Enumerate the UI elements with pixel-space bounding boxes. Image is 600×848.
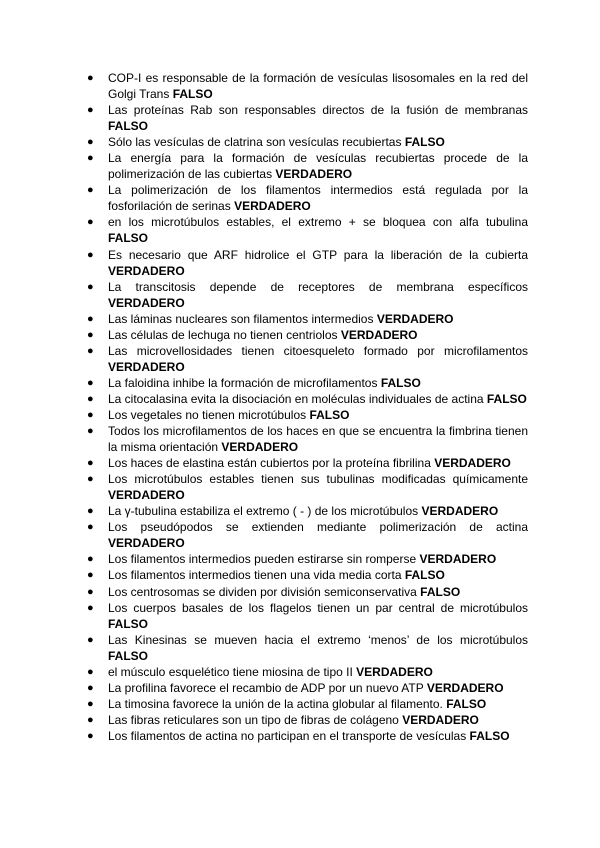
statement-item	[82, 632, 528, 664]
statement-item	[82, 343, 528, 375]
verdict-label: VERDADERO	[221, 440, 299, 455]
bullet-icon: ●	[87, 312, 94, 325]
statement-text: en los microtúbulos estables, el extremo + se bloquea con alfa tubulina	[108, 215, 528, 230]
statement-text: Las microvellosidades tienen citoesqueleto formado por microfilamentos	[108, 343, 528, 358]
verdict-label: VERDADERO	[108, 295, 185, 310]
verdict-label: VERDADERO	[108, 359, 185, 374]
statement-item	[82, 519, 528, 551]
verdict-label: FALSO	[486, 391, 527, 406]
verdict-label: VERDADERO	[108, 488, 185, 503]
bullet-icon: ●	[87, 521, 94, 534]
statement-item	[82, 455, 528, 471]
statement-text: Los haces de elastina están cubiertos por la proteína fibrilina	[108, 456, 435, 471]
bullet-icon: ●	[87, 152, 94, 165]
statement-text: La faloidina inhibe la formación de microfilamentos	[108, 375, 381, 390]
statement-text: Las proteínas Rab son responsables directos de la fusión de membranas	[108, 103, 528, 118]
statement-item	[82, 134, 528, 150]
bullet-icon: ●	[87, 376, 94, 389]
verdict-label: FALSO	[404, 135, 445, 150]
statement-list	[82, 70, 528, 744]
verdict-label: VERDADERO	[402, 712, 479, 727]
verdict-label: FALSO	[108, 231, 149, 246]
verdict-label: FALSO	[469, 728, 510, 743]
bullet-icon: ●	[87, 72, 94, 84]
statement-text: el músculo esquelético tiene miosina de tipo II	[108, 664, 357, 679]
statement-item	[82, 696, 528, 712]
statement-item	[82, 102, 528, 134]
statement-item	[82, 423, 528, 455]
statement-text: Los vegetales no tienen microtúbulos	[108, 407, 310, 422]
statement-item	[82, 311, 528, 327]
bullet-icon: ●	[87, 328, 94, 341]
verdict-label: FALSO	[172, 87, 213, 102]
verdict-label: VERDADERO	[275, 167, 353, 182]
statement-item	[82, 664, 528, 680]
statement-text: Los filamentos intermedios pueden estirarse sin romperse	[108, 552, 420, 567]
statement-text: Los centrosomas se dividen por división semiconservativa	[108, 584, 421, 599]
statement-text: Todos los microfilamentos de los haces en que se encuentra la fimbrina tienen la misma orientación	[108, 424, 528, 455]
verdict-label: VERDADERO	[419, 552, 497, 567]
verdict-label: VERDADERO	[108, 536, 185, 551]
bullet-icon: ●	[87, 553, 94, 566]
verdict-label: FALSO	[446, 696, 487, 711]
statement-item	[82, 375, 528, 391]
bullet-icon: ●	[87, 457, 94, 470]
bullet-icon: ●	[87, 585, 94, 598]
bullet-icon: ●	[87, 392, 94, 405]
bullet-icon: ●	[87, 473, 94, 486]
statement-text: La timosina favorece la unión de la actina globular al filamento.	[108, 696, 447, 711]
statement-item	[82, 407, 528, 423]
statement-item	[82, 391, 528, 407]
verdict-label: FALSO	[380, 375, 421, 390]
statement-item	[82, 584, 528, 600]
statement-text: Los cuerpos basales de los flagelos tienen un par central de microtúbulos	[108, 600, 528, 615]
verdict-label: FALSO	[309, 407, 350, 422]
bullet-icon: ●	[87, 344, 94, 357]
statement-text: La transcitosis depende de receptores de membrana específicos	[108, 279, 528, 294]
bullet-icon: ●	[87, 569, 94, 582]
bullet-icon: ●	[87, 713, 94, 726]
bullet-icon: ●	[87, 408, 94, 421]
bullet-icon: ●	[87, 681, 94, 694]
verdict-label: VERDADERO	[376, 311, 454, 326]
verdict-label: VERDADERO	[434, 456, 511, 471]
statement-item	[82, 182, 528, 214]
bullet-icon: ●	[87, 601, 94, 614]
verdict-label: FALSO	[420, 584, 461, 599]
statement-text: Las células de lechuga no tienen centriolos	[108, 327, 341, 342]
verdict-label: FALSO	[404, 568, 445, 583]
verdict-label: VERDADERO	[356, 664, 433, 679]
bullet-icon: ●	[87, 729, 94, 742]
bullet-icon: ●	[87, 184, 94, 197]
statement-item	[82, 551, 528, 567]
bullet-icon: ●	[87, 216, 94, 229]
bullet-icon: ●	[87, 280, 94, 293]
statement-text: Las Kinesinas se mueven hacia el extremo ‘menos’ de los microtúbulos	[108, 632, 528, 647]
bullet-icon: ●	[87, 425, 94, 438]
statement-item	[82, 503, 528, 519]
statement-text: COP-I es responsable de la formación de vesículas lisosomales en la red del Golgi Trans	[108, 71, 528, 102]
statement-text: La polimerización de los filamentos intermedios está regulada por la fosforilación de serinas	[108, 183, 528, 214]
statement-text: La citocalasina evita la disociación en moléculas individuales de actina	[108, 391, 487, 406]
verdict-label: FALSO	[108, 616, 149, 631]
verdict-label: VERDADERO	[234, 199, 311, 214]
bullet-icon: ●	[87, 505, 94, 518]
statement-item	[82, 600, 528, 632]
statement-item	[82, 712, 528, 728]
statement-text: La γ-tubulina estabiliza el extremo ( - ) de los microtúbulos	[108, 504, 422, 519]
verdict-label: FALSO	[108, 119, 149, 134]
statement-text: Los filamentos de actina no participan en el transporte de vesículas	[108, 728, 470, 743]
bullet-icon: ●	[87, 665, 94, 678]
bullet-icon: ●	[87, 248, 94, 261]
statement-text: Los microtúbulos estables tienen sus tubulinas modificadas químicamente	[108, 472, 528, 487]
bullet-icon: ●	[87, 136, 94, 149]
statement-item	[82, 567, 528, 583]
bullet-icon: ●	[87, 697, 94, 710]
verdict-label: VERDADERO	[108, 263, 185, 278]
statement-item	[82, 680, 528, 696]
statement-text: Los filamentos intermedios tienen una vida media corta	[108, 568, 405, 583]
statement-item	[82, 150, 528, 182]
bullet-icon: ●	[87, 104, 94, 117]
verdict-label: VERDADERO	[421, 504, 499, 519]
verdict-label: VERDADERO	[340, 327, 418, 342]
verdict-label: VERDADERO	[426, 680, 504, 695]
statement-text: La profilina favorece el recambio de ADP por un nuevo ATP	[108, 680, 427, 695]
statement-text: Es necesario que ARF hidrolice el GTP para la liberación de la cubierta	[108, 247, 528, 262]
statement-text: Las láminas nucleares son filamentos intermedios	[108, 311, 377, 326]
statement-item	[82, 214, 528, 246]
statement-item	[82, 279, 528, 311]
statement-item	[82, 70, 528, 102]
bullet-icon: ●	[87, 633, 94, 646]
statement-text: Sólo las vesículas de clatrina son vesículas recubiertas	[108, 135, 405, 150]
statement-item	[82, 471, 528, 503]
statement-text: La energía para la formación de vesículas recubiertas procede de la polimerización de las cubiertas	[108, 151, 528, 182]
statement-text: Las fibras reticulares son un tipo de fibras de colágeno	[108, 712, 403, 727]
statement-item	[82, 247, 528, 279]
statement-item	[82, 728, 528, 744]
statement-text: Los pseudópodos se extienden mediante polimerización de actina	[108, 520, 528, 535]
verdict-label: FALSO	[108, 648, 149, 663]
statement-item	[82, 327, 528, 343]
